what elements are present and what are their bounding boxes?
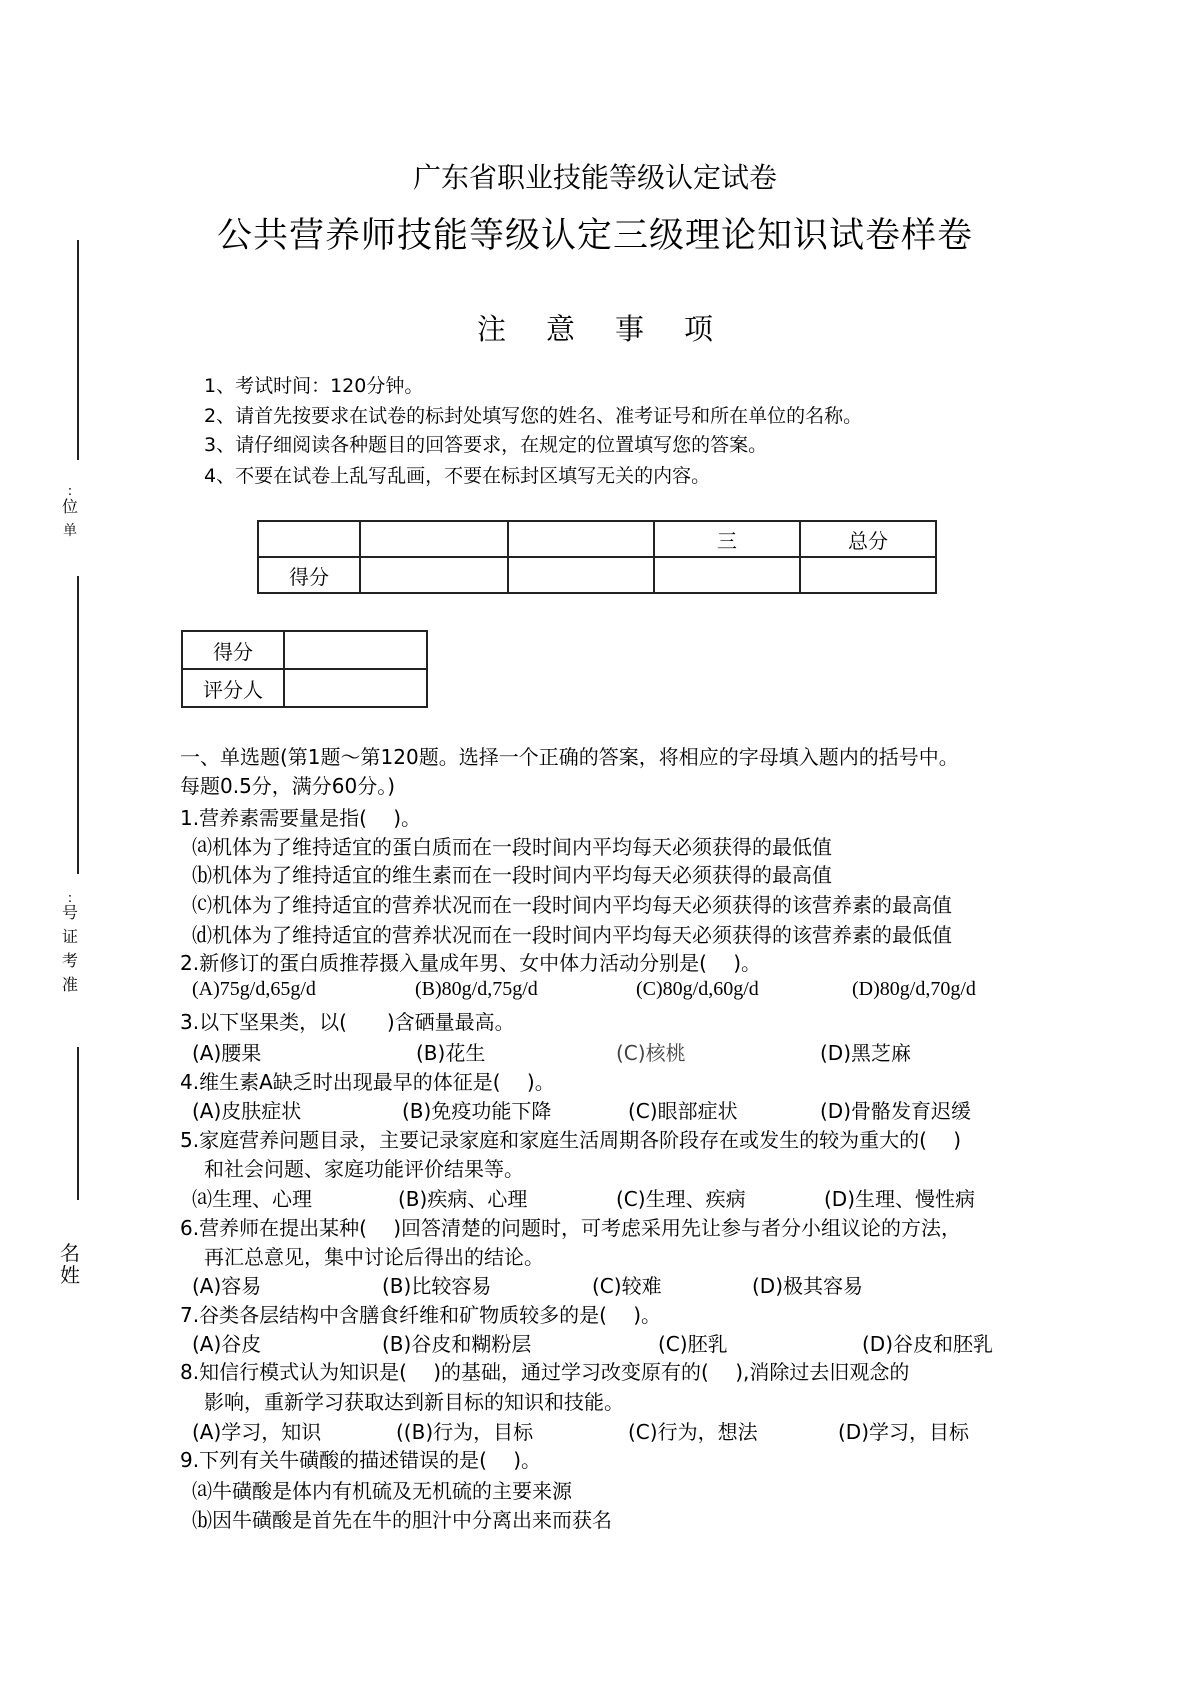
question-option: ((B)行为，目标 xyxy=(396,1420,534,1444)
sidebar-id-label: : 号 证 考 准 xyxy=(61,891,78,994)
question-option: (D)80g/d,70g/d xyxy=(852,978,976,1000)
question-option: ⒞机体为了维持适宜的营养状况而在一段时间内平均每天必须获得的该营养素的最高值 xyxy=(192,893,952,917)
section-title-2: 每题0.5分，满分60分。) xyxy=(180,774,396,798)
question-option: (C)较难 xyxy=(592,1274,662,1298)
notice-title: 注 意 事 项 xyxy=(476,312,714,346)
score-table xyxy=(257,520,937,594)
question-option: (D)极其容易 xyxy=(752,1274,864,1298)
question-option: (B)花生 xyxy=(416,1041,486,1065)
question-option: (A)75g/d,65g/d xyxy=(192,978,316,1000)
score-cell[interactable] xyxy=(360,557,508,593)
score-cell[interactable] xyxy=(508,557,654,593)
question-option: (D)黑芝麻 xyxy=(820,1041,912,1065)
notice-item: 3、请仔细阅读各种题目的回答要求，在规定的位置填写您的答案。 xyxy=(204,434,768,456)
question-option: (D)生理、慢性病 xyxy=(824,1187,976,1211)
question-option: (C)80g/d,60g/d xyxy=(636,978,759,1000)
exam-org-title: 广东省职业技能等级认定试卷 xyxy=(412,161,777,194)
question-option: ⒜生理、心理 xyxy=(192,1187,312,1211)
grader-score-label: 得分 xyxy=(182,631,284,669)
grader-score-cell[interactable] xyxy=(284,631,427,669)
grader-table xyxy=(181,630,428,708)
question-stem: 8.知信行模式认为知识是( )的基础，通过学习改变原有的( ),消除过去旧观念的 xyxy=(180,1360,910,1384)
question-option: (D)学习，目标 xyxy=(838,1420,970,1444)
question-stem: 6.营养师在提出某种( )回答清楚的问题时，可考虑采用先让参与者分小组议论的方法， xyxy=(180,1216,962,1240)
question-option: ⒜机体为了维持适宜的蛋白质而在一段时间内平均每天必须获得的最低值 xyxy=(192,835,832,859)
question-option: ⒝因牛磺酸是首先在牛的胆汁中分离出来而获名 xyxy=(192,1508,612,1532)
question-option: (C)行为，想法 xyxy=(628,1420,758,1444)
score-header-cell: 三 xyxy=(654,521,800,557)
question-option: (B)谷皮和糊粉层 xyxy=(382,1332,532,1356)
question-option: (C)眼部症状 xyxy=(628,1099,738,1123)
score-header-cell: 总分 xyxy=(800,521,936,557)
grader-name-label: 评分人 xyxy=(182,669,284,707)
question-option: (B)80g/d,75g/d xyxy=(415,978,538,1000)
question-option: (A)学习，知识 xyxy=(192,1420,322,1444)
question-option: (A)腰果 xyxy=(192,1041,262,1065)
binding-line-2 xyxy=(77,576,79,874)
question-option: (C)胚乳 xyxy=(658,1332,728,1356)
question-option: ⒟机体为了维持适宜的营养状况而在一段时间内平均每天必须获得的该营养素的最低值 xyxy=(192,923,952,947)
exam-title: 公共营养师技能等级认定三级理论知识试卷样卷 xyxy=(216,216,973,256)
grader-name-cell[interactable] xyxy=(284,669,427,707)
question-stem: 1.营养素需要量是指( )。 xyxy=(180,806,422,830)
question-option: (A)皮肤症状 xyxy=(192,1099,302,1123)
question-stem: 9.下列有关牛磺酸的描述错误的是( )。 xyxy=(180,1448,542,1472)
question-option: (C)核桃 xyxy=(616,1041,686,1065)
question-stem-continued: 影响，重新学习获取达到新目标的知识和技能。 xyxy=(204,1390,624,1414)
binding-line-3 xyxy=(77,1047,79,1200)
section-title: 一、单选题(第1题～第120题。选择一个正确的答案，将相应的字母填入题内的括号中。 xyxy=(180,745,959,769)
question-option: (A)谷皮 xyxy=(192,1332,262,1356)
question-option: (D)骨骼发育迟缓 xyxy=(820,1099,972,1123)
score-header-cell xyxy=(360,521,508,557)
question-stem: 4.维生素A缺乏时出现最早的体征是( )。 xyxy=(180,1070,555,1094)
question-stem-continued: 再汇总意见，集中讨论后得出的结论。 xyxy=(204,1245,544,1269)
question-stem: 5.家庭营养问题目录，主要记录家庭和家庭生活周期各阶段存在或发生的较为重大的( ) xyxy=(180,1128,962,1152)
notice-item: 2、请首先按要求在试卷的标封处填写您的姓名、准考证号和所在单位的名称。 xyxy=(204,405,863,427)
question-option: (D)谷皮和胚乳 xyxy=(862,1332,994,1356)
question-option: (B)免疫功能下降 xyxy=(402,1099,552,1123)
question-option: ⒜牛磺酸是体内有机硫及无机硫的主要来源 xyxy=(192,1479,572,1503)
sidebar-name-label: 名 姓 xyxy=(60,1241,80,1287)
question-option: (B)疾病、心理 xyxy=(398,1187,528,1211)
score-header-cell xyxy=(508,521,654,557)
score-cell[interactable] xyxy=(800,557,936,593)
question-option: (C)生理、疾病 xyxy=(616,1187,746,1211)
question-stem-continued: 和社会问题、家庭功能评价结果等。 xyxy=(204,1157,524,1181)
score-cell[interactable] xyxy=(654,557,800,593)
notice-item: 1、考试时间：120分钟。 xyxy=(204,375,424,397)
notice-item: 4、不要在试卷上乱写乱画，不要在标封区填写无关的内容。 xyxy=(204,465,711,487)
question-option: (A)容易 xyxy=(192,1274,262,1298)
score-header-cell xyxy=(258,521,360,557)
question-stem: 2.新修订的蛋白质推荐摄入量成年男、女中体力活动分别是( )。 xyxy=(180,951,762,975)
question-option: (B)比较容易 xyxy=(382,1274,492,1298)
question-stem: 7.谷类各层结构中含膳食纤维和矿物质较多的是( )。 xyxy=(180,1303,662,1327)
question-option: ⒝机体为了维持适宜的维生素而在一段时间内平均每天必须获得的最高值 xyxy=(192,863,832,887)
binding-line-1 xyxy=(77,240,79,460)
score-row-label: 得分 xyxy=(258,557,360,593)
sidebar-unit-label: : 位 单 xyxy=(61,484,78,539)
question-stem: 3.以下坚果类，以( )含硒量最高。 xyxy=(180,1010,515,1034)
